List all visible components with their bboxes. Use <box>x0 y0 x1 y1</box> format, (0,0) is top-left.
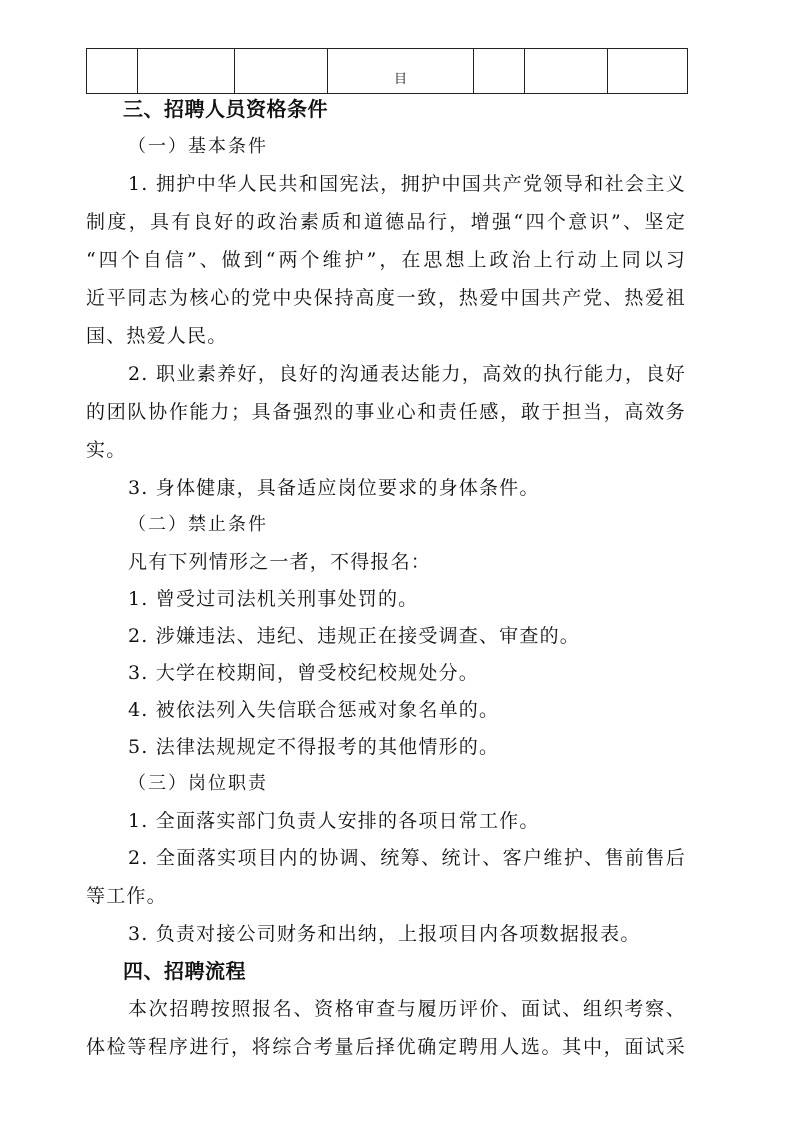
list-item: 3. 大学在校期间，曾受校纪校规处分。 <box>128 662 479 684</box>
table-cell <box>138 49 235 94</box>
paragraph-line: 2. 职业素养好，良好的沟通表达能力，高效的执行能力，良好 <box>128 363 686 385</box>
subheading-prohibited-conditions: （二）禁止条件 <box>128 514 268 535</box>
section-heading-recruitment-process: 四、招聘流程 <box>123 959 246 983</box>
paragraph-line: 本次招聘按照报名、资格审查与履历评价、面试、组织考察、 <box>128 998 686 1020</box>
table-cell <box>525 49 608 94</box>
table-cell <box>608 49 688 94</box>
table-row <box>87 49 688 94</box>
paragraph-line: 制度，具有良好的政治素质和道德品行，增强“四个意识”、坚定 <box>86 211 686 233</box>
paragraph-line: 1. 拥护中华人民共和国宪法，拥护中国共产党领导和社会主义 <box>128 173 686 195</box>
list-item: 2. 涉嫌违法、违纪、违规正在接受调查、审查的。 <box>128 625 580 647</box>
list-item: 1. 曾受过司法机关刑事处罚的。 <box>128 588 419 610</box>
table-cell <box>235 49 328 94</box>
position-table-fragment <box>86 48 688 94</box>
list-item: 1. 全面落实部门负责人安排的各项日常工作。 <box>128 810 540 832</box>
list-item: 2. 全面落实项目内的协调、统筹、统计、客户维护、售前售后 <box>128 847 686 869</box>
list-item: 3. 负责对接公司财务和出纳，上报项目内各项数据报表。 <box>128 923 641 945</box>
paragraph-line: 凡有下列情形之一者，不得报名： <box>128 551 432 573</box>
paragraph-line: 体检等程序进行，将综合考量后择优确定聘用人选。其中，面试采 <box>86 1036 686 1058</box>
paragraph-line: 近平同志为核心的党中央保持高度一致，热爱中国共产党、热爱祖 <box>86 287 686 309</box>
paragraph-line: 3. 身体健康，具备适应岗位要求的身体条件。 <box>128 477 540 499</box>
paragraph-line: 的团队协作能力；具备强烈的事业心和责任感，敢于担当，高效务 <box>86 401 686 423</box>
section-heading-qualifications: 三、招聘人员资格条件 <box>123 97 328 121</box>
list-item: 4. 被依法列入失信联合惩戒对象名单的。 <box>128 699 500 721</box>
subheading-basic-conditions: （一）基本条件 <box>128 136 268 157</box>
table-cell <box>474 49 525 94</box>
paragraph-line: 实。 <box>86 439 127 461</box>
list-item: 5. 法律法规规定不得报考的其他情形的。 <box>128 736 500 758</box>
paragraph-line: 等工作。 <box>86 885 167 907</box>
paragraph-line: “四个自信”、做到“两个维护”，在思想上政治上行动上同以习 <box>86 249 686 271</box>
table-cell <box>87 49 138 94</box>
paragraph-line: 国、热爱人民。 <box>86 325 228 347</box>
subheading-job-duties: （三）岗位职责 <box>128 773 268 794</box>
table-cell: 目 <box>328 49 474 94</box>
